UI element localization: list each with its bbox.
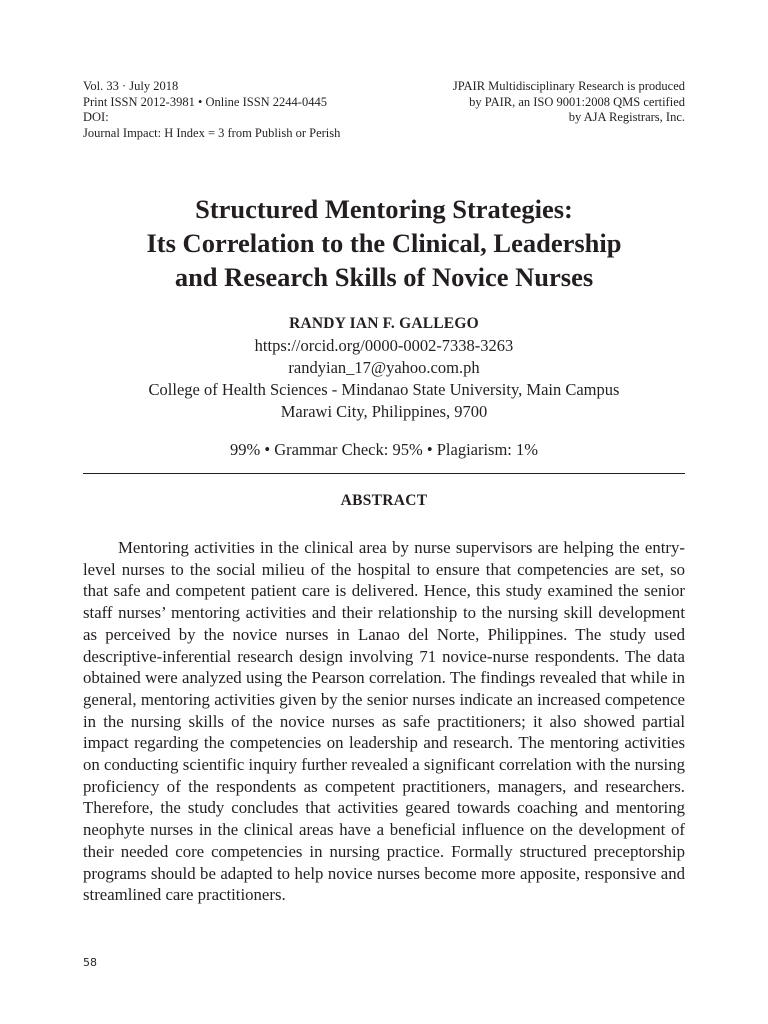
author-block: [83, 313, 685, 423]
author-name: RANDY IAN F. GALLEGO: [289, 315, 479, 332]
journal-meta-right: [453, 79, 685, 126]
section-divider: [83, 473, 685, 474]
volume-date: Vol. 33 · July 2018: [83, 79, 179, 93]
quality-checks: 99% • Grammar Check: 95% • Plagiarism: 1%: [229, 440, 539, 459]
journal-impact-line: Journal Impact: H Index = 3 from Publish or Perish: [83, 125, 341, 140]
paper-title: [83, 192, 685, 294]
page-number: 58: [83, 956, 97, 969]
producer-line-3: by AJA Registrars, Inc.: [568, 110, 685, 124]
abstract-body: Mentoring activities in the clinical area by nurse supervisors are helping the entry-level nurses to the social milieu of the hospital to ensure that competencies are set, so that safe and competent patient care is delivered. Hence, this study examined the senior staff nurses’ mentoring activities and their relationship to the nursing skill development as perceived by the novice nurses in Lanao del Norte, Philippines. The study used descriptive-inferential research design involving 71 novice-nurse respondents. The data obtained were analyzed using the Pearson correlation. The findings revealed that while in general, mentoring activities given by the senior nurses indicate an increased competence in the nursing skills of the novice nurses as safe practitioners; it also showed partial impact regarding the competencies on leadership and research. The mentoring activities on conducting scientific inquiry further revealed a significant correlation with the nursing proficiency of the respondents as competent practitioners, managers, and researchers. Therefore, the study concludes that activities geared towards coaching and mentoring neophyte nurses in the clinical areas have a beneficial influence on the development of their needed core competencies in nursing practice. Formally structured preceptorship programs should be adapted to help novice nurses become more apposite, responsive and streamlined care practitioners.: [83, 538, 685, 905]
author-location: Marawi City, Philippines, 9700: [280, 402, 488, 421]
doi-line: DOI:: [83, 110, 109, 124]
abstract-heading: ABSTRACT: [340, 492, 428, 509]
title-line-1: Structured Mentoring Strategies:: [195, 194, 573, 224]
producer-line-1: JPAIR Multidisciplinary Research is produced: [452, 79, 685, 93]
author-orcid-link[interactable]: https://orcid.org/0000-0002-7338-3263: [254, 336, 514, 355]
issn-line: Print ISSN 2012-3981 • Online ISSN 2244-0445: [83, 94, 327, 109]
journal-meta-left: [83, 79, 340, 141]
title-line-3: and Research Skills of Novice Nurses: [174, 262, 594, 292]
author-affiliation: College of Health Sciences - Mindanao State University, Main Campus: [148, 380, 620, 399]
author-email-link[interactable]: randyian_17@yahoo.com.ph: [288, 358, 480, 377]
producer-line-2: by PAIR, an ISO 9001:2008 QMS certified: [469, 94, 685, 109]
title-line-2: Its Correlation to the Clinical, Leadership: [146, 228, 622, 258]
